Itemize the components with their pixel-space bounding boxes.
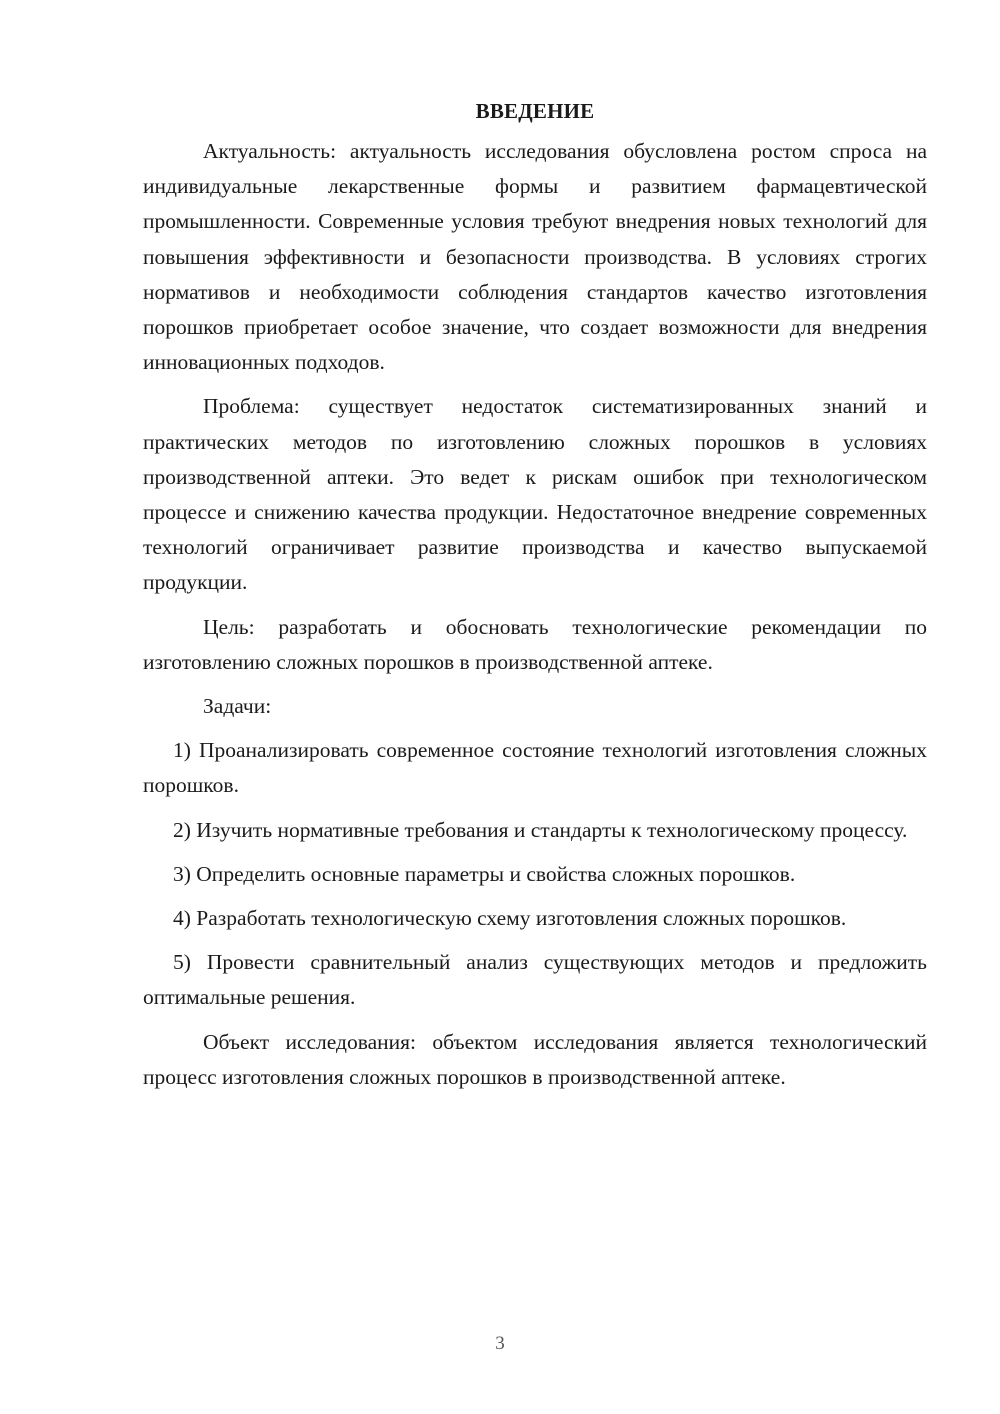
list-item: 4) Разработать технологическую схему изготовления сложных порошков. bbox=[173, 906, 847, 931]
page-number: 3 bbox=[495, 1333, 505, 1354]
document-body bbox=[143, 96, 927, 1095]
list-item: 2) Изучить нормативные требования и стандарты к технологическому процессу. bbox=[173, 817, 908, 842]
object-paragraph: Объект исследования: объектом исследования является технологический процесс изготовления сложных порошков в производственной аптеке. bbox=[143, 1029, 927, 1089]
page-title: ВВЕДЕНИЕ bbox=[475, 99, 595, 123]
tasks-heading: Задачи: bbox=[203, 694, 272, 719]
list-item: 1) Проанализировать современное состояние технологий изготовления сложных порошков. bbox=[143, 738, 927, 798]
relevance-paragraph: Актуальность: актуальность исследования обусловлена ростом спроса на индивидуальные лекарственные формы и развитием фармацевтической промышленности. Современные условия требуют внедрения новых технологий для повышения эффективности и безопасности производства. В условиях строгих нормативов и необходимости соблюдения стандартов качество изготовления порошков приобретает особое значение, что создает возможности для внедрения инновационных подходов. bbox=[143, 139, 927, 375]
tasks-list bbox=[143, 733, 927, 1015]
problem-paragraph: Проблема: существует недостаток систематизированных знаний и практических методов по изготовлению сложных порошков в условиях производственной аптеки. Это ведет к рискам ошибок при технологическом процессе и снижению качества продукции. Недостаточное внедрение современных технологий ограничивает развитие производства и качество выпускаемой продукции. bbox=[143, 394, 927, 595]
goal-paragraph: Цель: разработать и обосновать технологические рекомендации по изготовлению сложных порошков в производственной аптеке. bbox=[143, 614, 927, 674]
list-item: 5) Провести сравнительный анализ существующих методов и предложить оптимальные решения. bbox=[143, 950, 927, 1010]
list-item: 3) Определить основные параметры и свойства сложных порошков. bbox=[173, 861, 796, 886]
